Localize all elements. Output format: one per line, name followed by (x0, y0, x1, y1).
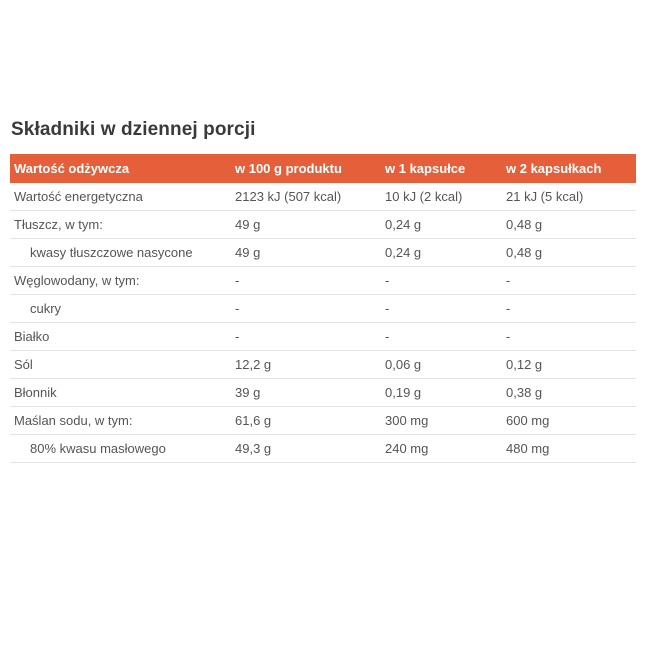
table-row (10, 407, 636, 435)
cell-per-1-capsule: - (381, 323, 502, 351)
cell-per-2-capsules: - (502, 323, 636, 351)
cell-per-1-capsule: 300 mg (381, 407, 502, 435)
cell-per-100g: - (232, 295, 381, 323)
cell-per-100g: - (232, 323, 381, 351)
cell-nutrient: Błonnik (10, 379, 232, 407)
header-per-100g: w 100 g produktu (232, 154, 381, 183)
cell-per-100g: 61,6 g (232, 407, 381, 435)
cell-nutrient: Maślan sodu, w tym: (10, 407, 232, 435)
cell-per-100g: 2123 kJ (507 kcal) (232, 183, 381, 211)
cell-per-1-capsule: 0,19 g (381, 379, 502, 407)
cell-per-2-capsules: - (502, 295, 636, 323)
table-row (10, 295, 636, 323)
cell-per-1-capsule: 0,06 g (381, 351, 502, 379)
cell-per-2-capsules: 0,12 g (502, 351, 636, 379)
nutrition-table (10, 154, 636, 463)
cell-per-1-capsule: 240 mg (381, 435, 502, 463)
cell-nutrient: Sól (10, 351, 232, 379)
cell-per-2-capsules: 0,48 g (502, 211, 636, 239)
table-row (10, 211, 636, 239)
cell-per-1-capsule: - (381, 267, 502, 295)
cell-per-1-capsule: 0,24 g (381, 239, 502, 267)
table-row (10, 351, 636, 379)
table-row (10, 379, 636, 407)
cell-per-100g: 12,2 g (232, 351, 381, 379)
cell-per-100g: 39 g (232, 379, 381, 407)
cell-nutrient: Wartość energetyczna (10, 183, 232, 211)
table-body (10, 183, 636, 463)
cell-nutrient: 80% kwasu masłowego (10, 435, 232, 463)
header-nutrient: Wartość odżywcza (10, 154, 232, 183)
page-title: Składniki w dziennej porcji (11, 119, 256, 140)
cell-per-100g: - (232, 267, 381, 295)
cell-nutrient: Węglowodany, w tym: (10, 267, 232, 295)
cell-per-1-capsule: 10 kJ (2 kcal) (381, 183, 502, 211)
cell-per-1-capsule: 0,24 g (381, 211, 502, 239)
table-row (10, 323, 636, 351)
cell-per-2-capsules: 600 mg (502, 407, 636, 435)
table-row (10, 267, 636, 295)
cell-per-2-capsules: 0,38 g (502, 379, 636, 407)
cell-nutrient: Tłuszcz, w tym: (10, 211, 232, 239)
cell-per-2-capsules: 21 kJ (5 kcal) (502, 183, 636, 211)
header-per-1-capsule: w 1 kapsułce (381, 154, 502, 183)
cell-per-2-capsules: - (502, 267, 636, 295)
table-row (10, 183, 636, 211)
cell-per-2-capsules: 0,48 g (502, 239, 636, 267)
cell-per-100g: 49,3 g (232, 435, 381, 463)
cell-nutrient: cukry (10, 295, 232, 323)
cell-per-100g: 49 g (232, 239, 381, 267)
table-row (10, 239, 636, 267)
cell-nutrient: kwasy tłuszczowe nasycone (10, 239, 232, 267)
table-row (10, 435, 636, 463)
header-per-2-capsules: w 2 kapsułkach (502, 154, 636, 183)
table-header-row (10, 154, 636, 183)
cell-nutrient: Białko (10, 323, 232, 351)
cell-per-100g: 49 g (232, 211, 381, 239)
cell-per-2-capsules: 480 mg (502, 435, 636, 463)
cell-per-1-capsule: - (381, 295, 502, 323)
